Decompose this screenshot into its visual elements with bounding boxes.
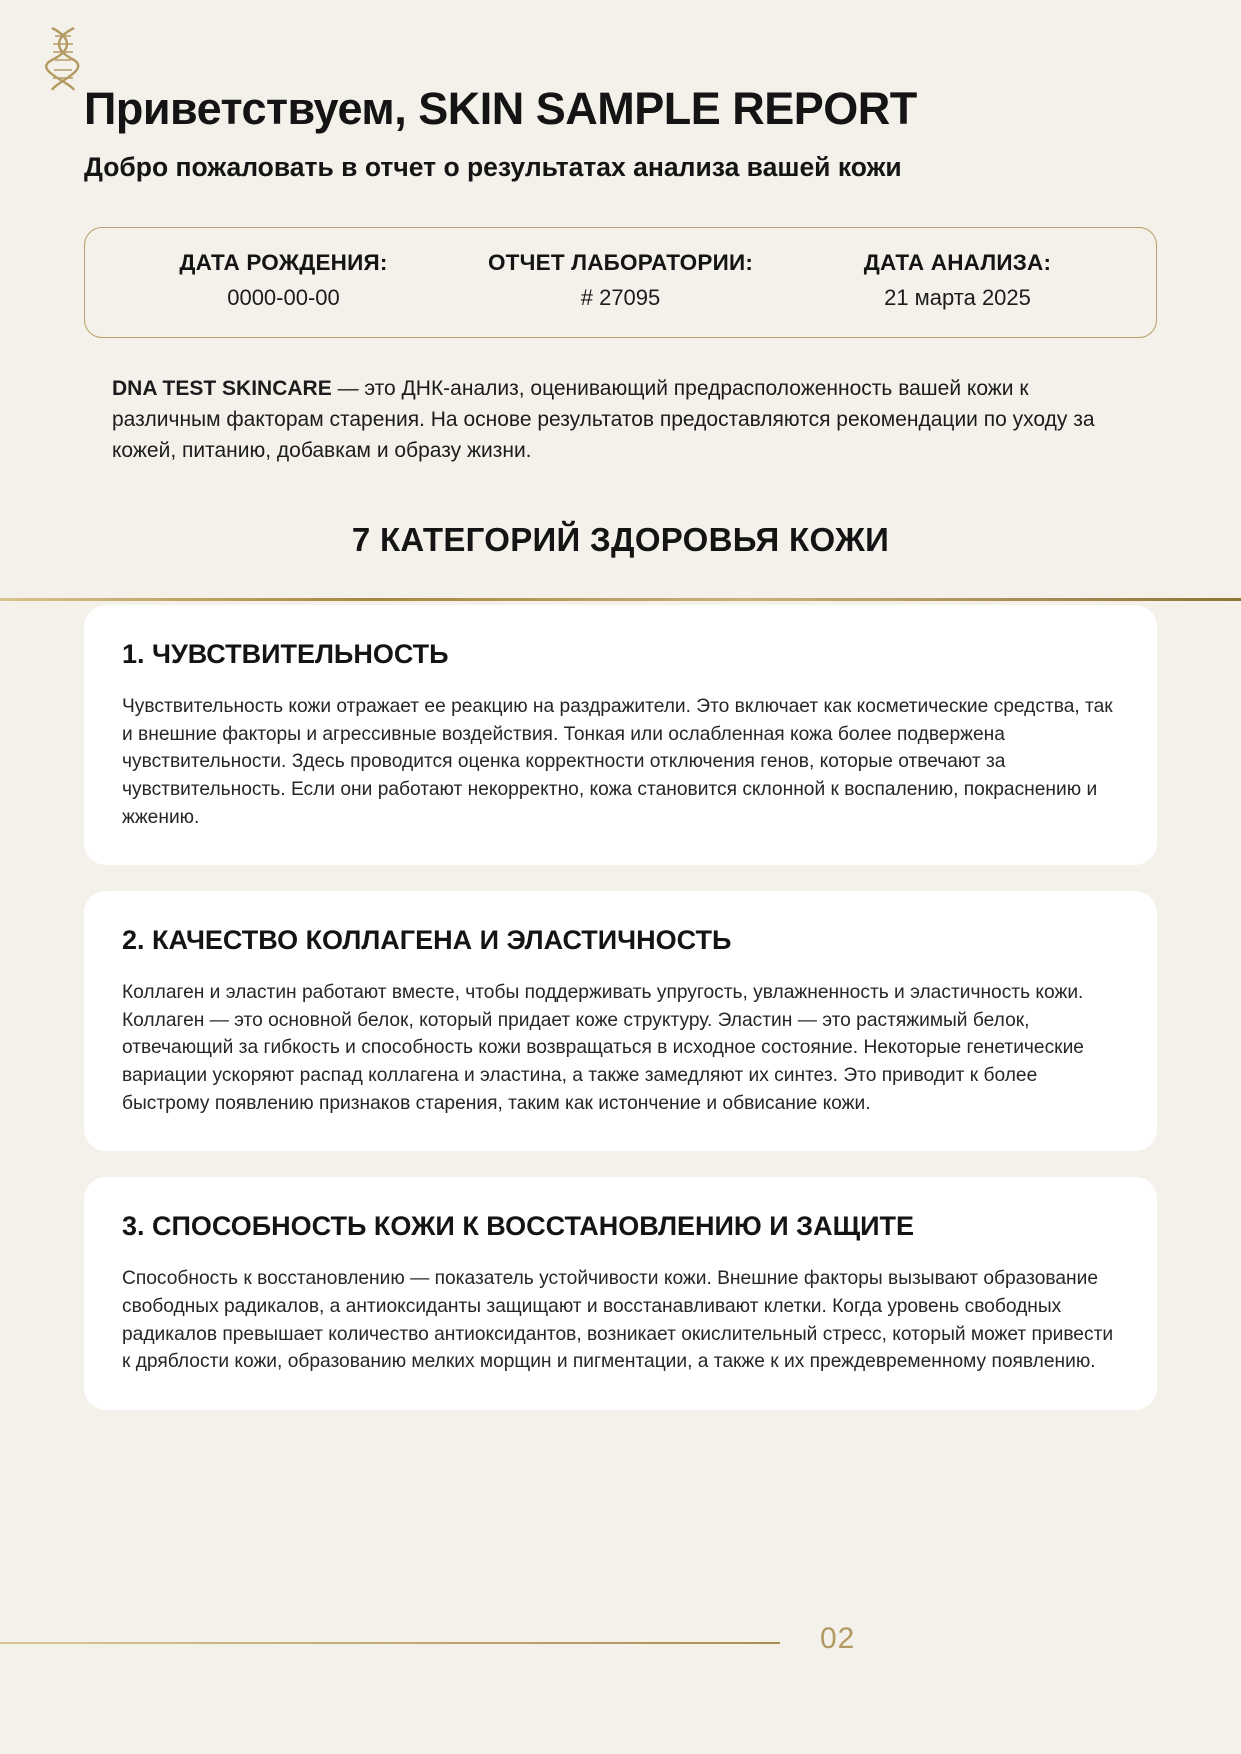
analysis-date-value: 21 марта 2025 [884, 285, 1031, 311]
category-card-title: 1. ЧУВСТВИТЕЛЬНОСТЬ [122, 638, 449, 669]
category-card [84, 891, 1157, 1151]
category-card-body: Коллаген и эластин работают вместе, чтобы поддерживать упругость, увлажненность и эластичность кожи. Коллаген — это основной белок, который придает коже структуру. Эластин — это растяжимый белок, отвечающий за гибкость и способность кожи возвращаться в исходное состояние. Некоторые генетические вариации ускоряют распад коллагена и эластина, а также замедляют их синтез. Это приводит к более быстрому появлению признаков старения, таким как истончение и обвисание кожи. [122, 982, 1084, 1114]
page-subtitle: Добро пожаловать в отчет о результатах анализа вашей кожи [84, 152, 902, 183]
category-card-list [84, 605, 1157, 1410]
category-card-title: 2. КАЧЕСТВО КОЛЛАГЕНА И ЭЛАСТИЧНОСТЬ [122, 925, 732, 956]
dna-helix-icon [40, 26, 86, 92]
analysis-date-block [789, 250, 1126, 311]
gold-divider [0, 598, 1241, 601]
category-card [84, 605, 1157, 865]
page-footer [0, 1622, 1241, 1662]
lab-report-label: ОТЧЕТ ЛАБОРАТОРИИ: [487, 250, 754, 276]
report-meta-card [84, 227, 1157, 338]
page-number: 02 [820, 1622, 856, 1655]
footer-rule [0, 1642, 780, 1644]
birth-date-value: 0000-00-00 [227, 285, 340, 311]
intro-strong-label: DNA TEST SKINCARE [112, 377, 332, 401]
category-card-body: Чувствительность кожи отражает ее реакцию на раздражители. Это включает как косметические средства, так и внешние факторы и агрессивные воздействия. Тонкая или ослабленная кожа более подвержена чувствительности. Здесь проводится оценка корректности отключения генов, которые отвечают за чувствительность. Если они работают некорректно, кожа становится склонной к воспалению, покраснению и жжению. [122, 695, 1113, 828]
lab-report-block [452, 250, 789, 311]
birth-date-label: ДАТА РОЖДЕНИЯ: [179, 250, 388, 276]
section-title: 7 КАТЕГОРИЙ ЗДОРОВЬЯ КОЖИ [351, 520, 890, 558]
category-card-body: Способность к восстановлению — показатель устойчивости кожи. Внешние факторы вызывают образование свободных радикалов, а антиоксиданты защищают и восстанавливают клетки. Когда уровень свободных радикалов превышает количество антиоксидантов, возникает окислительный стресс, который может привести к дряблости кожи, образованию мелких морщин и пигментации, а также к их преждевременному появлению. [122, 1268, 1114, 1373]
lab-report-value: # 27095 [580, 285, 661, 311]
intro-text: — это ДНК-анализ, оценивающий предрасположенность вашей кожи к различным факторам старения. На основе результатов предоставляются рекомендации по уходу за кожей, питанию, добавкам и образу жизни. [112, 377, 1095, 463]
category-card [84, 1177, 1157, 1410]
category-card-title: 3. СПОСОБНОСТЬ КОЖИ К ВОССТАНОВЛЕНИЮ И ЗАЩИТЕ [122, 1211, 915, 1242]
birth-date-block [115, 250, 452, 311]
page-title: Приветствуем, SKIN SAMPLE REPORT [84, 83, 917, 134]
analysis-date-label: ДАТА АНАЛИЗА: [863, 250, 1052, 276]
intro-paragraph [112, 374, 1122, 467]
page-header [0, 0, 1241, 185]
